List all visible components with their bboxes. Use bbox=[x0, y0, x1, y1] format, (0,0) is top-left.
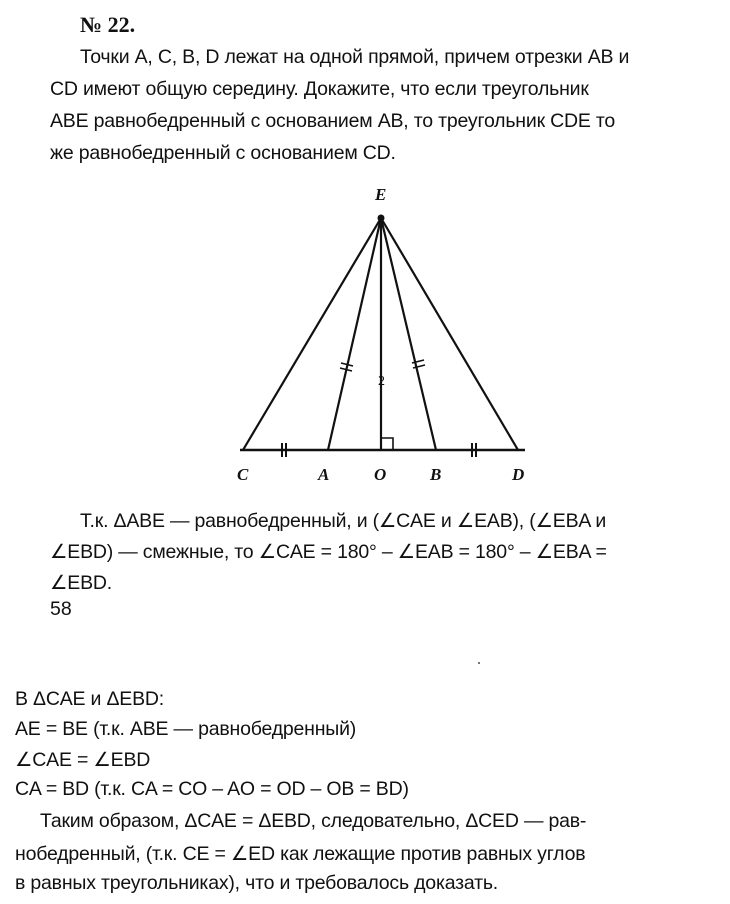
solution2-line-6: нобедренный, (т.к. CE = ∠ED как лежащие против равных углов bbox=[15, 843, 586, 865]
right-angle-mark bbox=[381, 438, 393, 450]
solution2-line-2: AE = BE (т.к. ABE — равнобедренный) bbox=[15, 718, 357, 740]
solution2-line-4: CA = BD (т.к. CA = CO – AO = OD – OB = BD) bbox=[15, 778, 409, 800]
segment-ea bbox=[328, 218, 381, 450]
solution2-line-1: В ΔCAE и ΔEBD: bbox=[15, 688, 165, 710]
statement-line-3: ABE равнобедренный с основанием AB, то треугольник CDE то bbox=[50, 110, 616, 132]
solution1-line-3: ∠EBD. bbox=[50, 572, 112, 594]
angle-mark-2: 2 bbox=[378, 374, 385, 389]
label-b: B bbox=[430, 465, 442, 484]
segment-eb bbox=[381, 218, 436, 450]
solution2-line-3: ∠CAE = ∠EBD bbox=[15, 749, 151, 771]
statement-line-2: CD имеют общую середину. Докажите, что если треугольник bbox=[50, 78, 589, 100]
apex-point-e bbox=[378, 215, 385, 222]
segment-ec bbox=[243, 218, 381, 450]
geometry-figure bbox=[225, 180, 545, 490]
label-a: A bbox=[318, 465, 330, 484]
label-e: E bbox=[375, 185, 387, 204]
label-c: C bbox=[237, 465, 249, 484]
statement-line-4: же равнобедренный с основанием CD. bbox=[50, 142, 396, 164]
label-d: D bbox=[512, 465, 525, 484]
statement-line-1: Точки A, C, B, D лежат на одной прямой, причем отрезки AB и bbox=[80, 46, 630, 68]
problem-number: № 22. bbox=[80, 12, 136, 37]
solution2-line-5: Таким образом, ΔCAE = ΔEBD, следовательно, ΔCED — рав- bbox=[40, 810, 587, 832]
page-number: 58 bbox=[50, 598, 72, 620]
scan-speck bbox=[478, 662, 480, 664]
solution1-line-2: ∠EBD) — смежные, то ∠CAE = 180° – ∠EAB = 180° – ∠EBA = bbox=[50, 541, 607, 563]
solution1-line-1: Т.к. ΔABE — равнобедренный, и (∠CAE и ∠EAB), (∠EBA и bbox=[80, 510, 607, 532]
label-o: O bbox=[374, 465, 387, 484]
segment-ed bbox=[381, 218, 518, 450]
solution2-line-7: в равных треугольниках), что и требовалось доказать. bbox=[15, 872, 499, 894]
